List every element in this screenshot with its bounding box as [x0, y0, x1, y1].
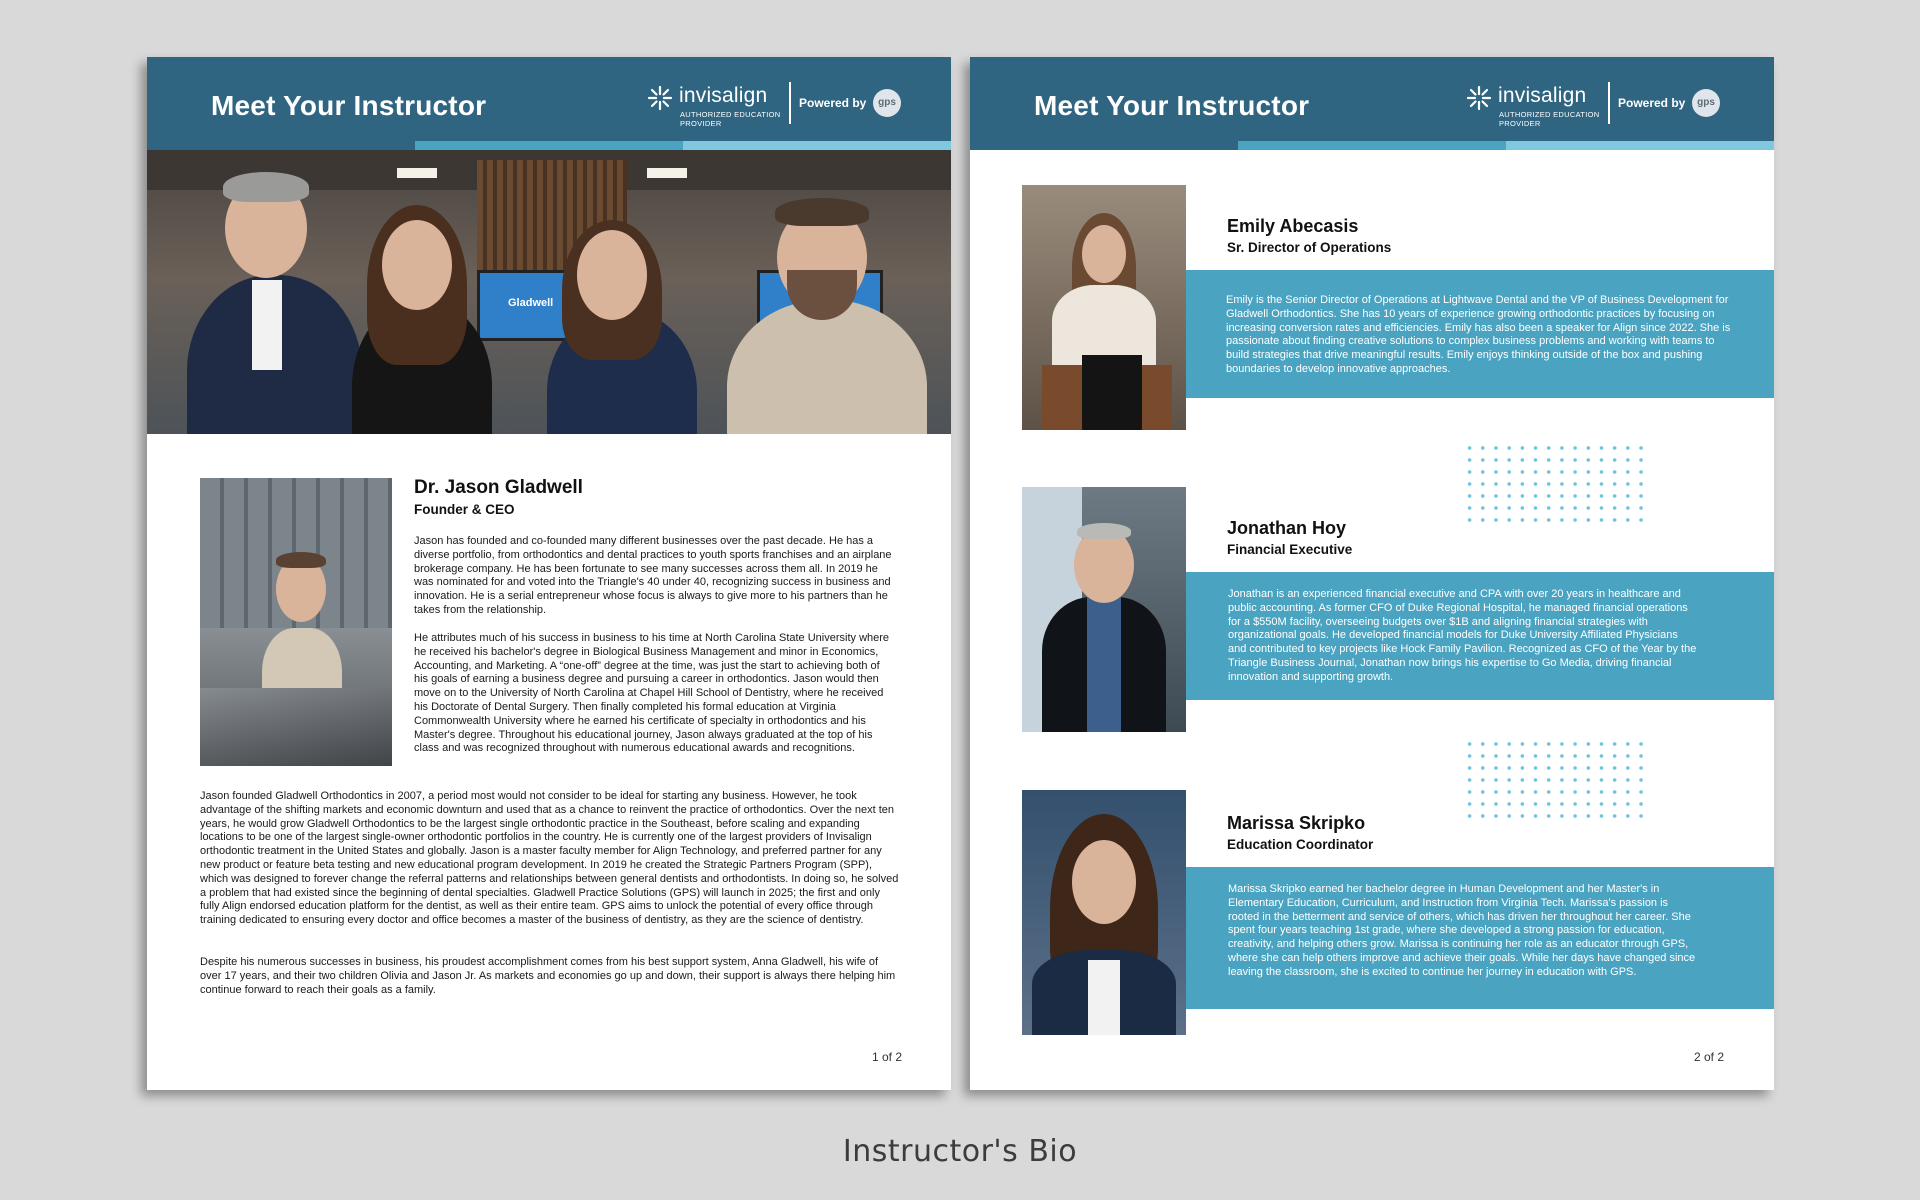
- brand-logos: [647, 84, 917, 128]
- stripe-dark: [970, 141, 1238, 150]
- bio-paragraph-3: Jason founded Gladwell Orthodontics in 2007, a period most would not consider to be ideal for starting any business. However, he took advantage of the shifting markets and economic downturn and used that as a chance to reinvent the practice of orthodontics. Over the next ten years, he would grow Gladwell Orthodontics to be the largest single orthodontic practice in the Southeast, before scaling and expanding locations to be one of the largest single-owner orthodontic portfolios in the country. He is currently one of the largest providers of Invisalign orthodontic treatment in the United States and globally. Jason is a master faculty member for Align Technology, and preferred partner for any new product or feature beta testing and new educational program development. In 2019 he created the Strategic Partners Program (SPP), which was designed to forever change the referral patterns and relationships between general dentists and orthodontists. In doing so, he solved a problem that had existed since the beginning of dental specialties. Gladwell Practice Solutions (GPS) will launch in 2025; the first and only fully Align endorsed education platform for the dentist, as well as their entire team. GPS aims to unlock the potential of every office through training dedicated to ensuring every doctor and office becomes a master of the business of dentistry, as they are the science of dentistry.: [200, 790, 899, 927]
- gps-logo: gps: [873, 89, 901, 117]
- dot-pattern: [1463, 738, 1647, 826]
- bio-band-marissa: [1186, 867, 1774, 1009]
- page-1: [147, 57, 951, 1090]
- bio-band-emily: [1186, 270, 1774, 398]
- bio-paragraph-4: Despite his numerous successes in business, his proudest accomplishment comes from his best support system, Anna Gladwell, his wife of over 17 years, and their two children Olivia and Jason Jr. As markets and economies go up and down, their support is always there helping him continue forward to reach their goals as a family.: [200, 956, 896, 996]
- dot-pattern: [1463, 442, 1647, 530]
- person-role-marissa: Education Coordinator: [1227, 837, 1374, 852]
- brand-subtitle: AUTHORIZED EDUCATION PROVIDER: [680, 110, 781, 128]
- stripe-mid: [415, 141, 683, 150]
- bio-marissa: Marissa Skripko earned her bachelor degree in Human Development and her Master's in Elementary Education, Curriculum, and Instruction from Virginia Tech. Marissa's passion is rooted in the betterment and service of others, which has driven her throughout her career. She spent four years teaching 1st grade, where she developed a strong passion for education, creativity, and helping others grow. Marissa is continuing her role as an educator through GPS, where she can help others improve and achieve their goals. While her days have changed since leaving the classroom, she is excited to continue her journey in education with GPS.: [1228, 883, 1696, 978]
- invisalign-star-icon: [1466, 85, 1492, 111]
- powered-by-label: Powered by: [1618, 96, 1686, 110]
- bio-jonathan: Jonathan is an experienced financial executive and CPA with over 20 years in healthcare and public accounting. As former CFO of Duke Regional Hospital, he managed financial operations for a $550M facility, overseeing budgets over $1B and aligning financial strategies with organizational goals. He developed financial models for Duke University Affiliated Physicians and contributed to key projects like Hock Family Pavilion. Recognized as CFO of the Year by the Triangle Business Journal, Jonathan now brings his expertise to Go Media, driving financial innovation and supporting growth.: [1228, 588, 1697, 683]
- page-number: 1 of 2: [872, 1050, 903, 1064]
- invisalign-star-icon: [647, 85, 673, 111]
- powered-by-label: Powered by: [799, 96, 867, 110]
- marissa-photo: [1022, 790, 1186, 1035]
- page-2: [970, 57, 1774, 1090]
- stripe-light: [683, 141, 951, 150]
- emily-photo: [1022, 185, 1186, 430]
- instructor-name: Dr. Jason Gladwell: [414, 477, 583, 498]
- stripe-mid: [1238, 141, 1506, 150]
- instructor-role: Founder & CEO: [414, 502, 515, 517]
- stripe-light: [1506, 141, 1774, 150]
- brand-name: invisalign: [679, 84, 768, 107]
- bio-band-jonathan: [1186, 572, 1774, 700]
- brand-divider: [789, 82, 791, 124]
- bio-emily: Emily is the Senior Director of Operations at Lightwave Dental and the VP of Business Development for Gladwell Orthodontics. She has 10 years of experience growing orthodontic practices by focusing on increasing conversion rates and efficiencies. Emily has also been a speaker for Align since 2022. She is passionate about finding creative solutions to complex business problems and working with teams to build strategies that drive meaningful results. Emily enjoys thinking outside of the box and pushing boundaries to develop innovative approaches.: [1226, 294, 1731, 375]
- brand-subtitle: AUTHORIZED EDUCATION PROVIDER: [1499, 110, 1600, 128]
- caption: Instructor's Bio: [842, 1134, 1078, 1169]
- jason-photo: [200, 478, 392, 766]
- brand-divider: [1608, 82, 1610, 124]
- brand-name: invisalign: [1498, 84, 1587, 107]
- page-header: [970, 57, 1774, 141]
- gps-logo: gps: [1692, 89, 1720, 117]
- person-role-jonathan: Financial Executive: [1227, 542, 1353, 557]
- page-number: 2 of 2: [1694, 1050, 1725, 1064]
- header-title: Meet Your Instructor: [1034, 90, 1310, 121]
- team-photo: [147, 150, 951, 434]
- header-title: Meet Your Instructor: [211, 90, 487, 121]
- page-header: [147, 57, 951, 141]
- jonathan-photo: [1022, 487, 1186, 732]
- screen-logo: Gladwell: [508, 297, 554, 309]
- person-name-marissa: Marissa Skripko: [1227, 813, 1366, 833]
- person-name-jonathan: Jonathan Hoy: [1227, 518, 1347, 538]
- stripe-dark: [147, 141, 415, 150]
- person-role-emily: Sr. Director of Operations: [1227, 240, 1392, 255]
- person-name-emily: Emily Abecasis: [1227, 216, 1359, 236]
- bio-paragraph-2: He attributes much of his success in business to his time at North Carolina State University where he received his bachelor's degree in Biological Business Management and minor in Economics, Accounting, and Marketing. A “one-off” degree at the time, was just the start to achieving both of his goals of earning a business degree and pursuing a career in orthodontics. Jason would then move on to the University of North Carolina at Chapel Hill School of Dentistry, where he received his Doctorate of Dental Surgery. Then finally completed his formal education at Virginia Commonwealth University where he earned his certificate of specialty in orthodontics and his Master's degree. Throughout his educational journey, Jason always graduated at the top of his class and was recognized throughout with numerous educational awards and recognitions.: [414, 632, 890, 755]
- bio-paragraph-1: Jason has founded and co-founded many different businesses over the past decade. He has a diverse portfolio, from orthodontics and dental practices to youth sports franchises and an airplane brokerage company. He has been fortunate to see many successes across them all. In 2019 he was nominated for and voted into the Triangle's 40 under 40, recognizing success in business and innovation. He is a serial entrepreneur whose focus is always to give more to his partners than he takes from the relationship.: [414, 535, 892, 616]
- brand-logos: [1466, 84, 1736, 128]
